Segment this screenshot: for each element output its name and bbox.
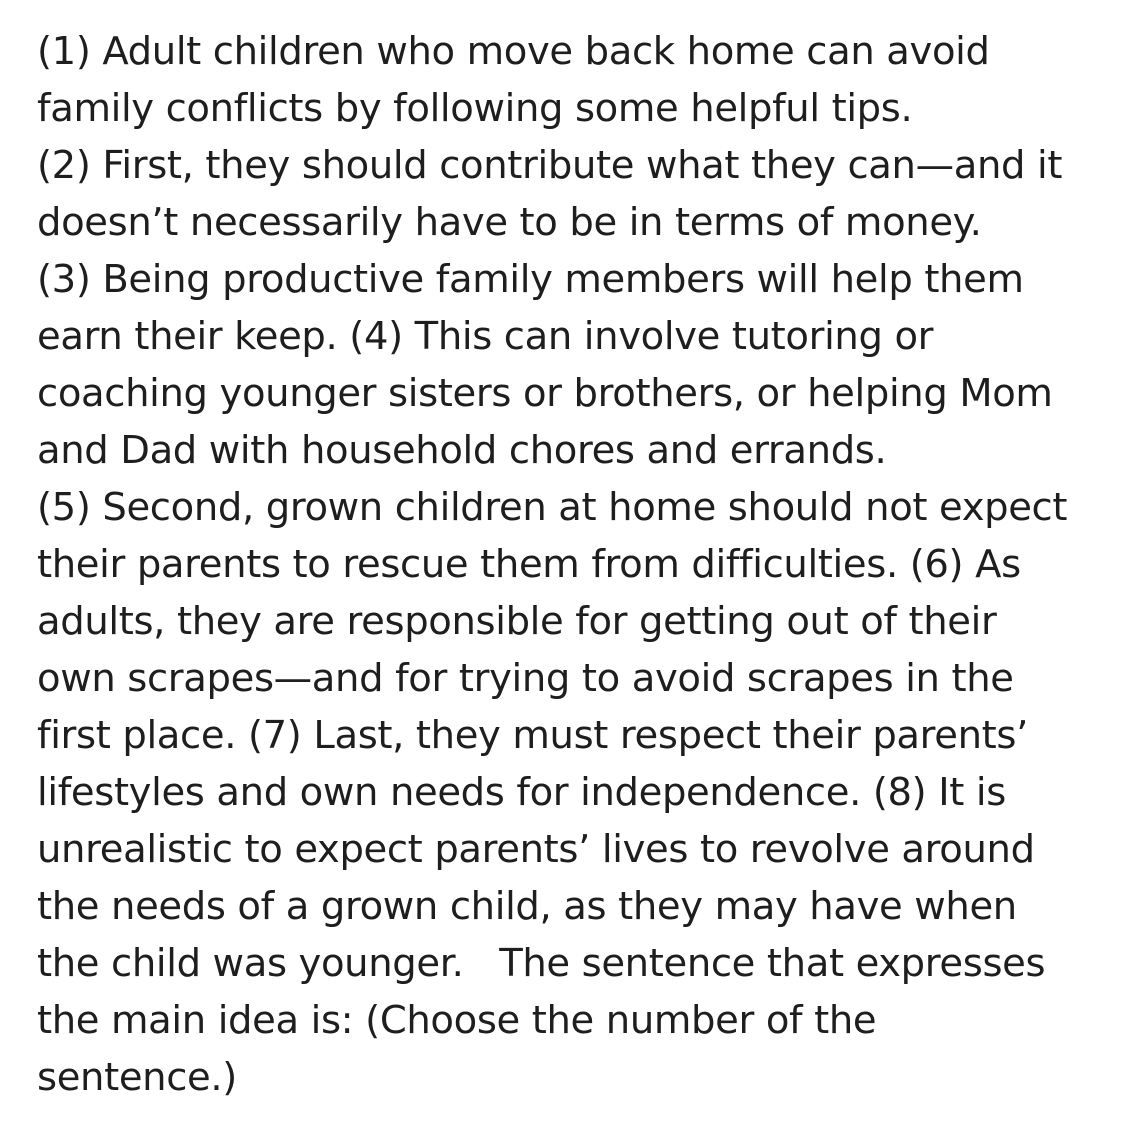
passage-line-3: (2) First, they should contribute what they can—and it <box>37 143 1063 188</box>
passage-line-1: (1) Adult children who move back home can avoid <box>37 29 990 74</box>
passage-line-15: unrealistic to expect parents’ lives to revolve around <box>37 827 1035 872</box>
passage-line-16: the needs of a grown child, as they may have when <box>37 884 1017 929</box>
passage-line-6: earn their keep. (4) This can involve tutoring or <box>37 314 934 359</box>
passage-line-12: own scrapes—and for trying to avoid scrapes in the <box>37 656 1014 701</box>
question-line-2: the main idea is: (Choose the number of the <box>37 998 877 1043</box>
passage-line-4: doesn’t necessarily have to be in terms of money. <box>37 200 982 245</box>
passage-line-7: coaching younger sisters or brothers, or helping Mom <box>37 371 1053 416</box>
passage-line-10: their parents to rescue them from difficulties. (6) As <box>37 542 1021 587</box>
question-line-1: the child was younger. The sentence that expresses <box>37 941 1046 986</box>
passage-line-13: first place. (7) Last, they must respect their parents’ <box>37 713 1029 758</box>
passage-line-11: adults, they are responsible for getting out of their <box>37 599 997 644</box>
passage-line-8: and Dad with household chores and errands. <box>37 428 887 473</box>
passage-line-14: lifestyles and own needs for independence. (8) It is <box>37 770 1006 815</box>
question-line-3: sentence.) <box>37 1055 237 1100</box>
reading-passage <box>37 23 1112 1106</box>
passage-line-2: family conflicts by following some helpful tips. <box>37 86 913 131</box>
passage-line-9: (5) Second, grown children at home should not expect <box>37 485 1068 530</box>
passage-line-5: (3) Being productive family members will help them <box>37 257 1024 302</box>
